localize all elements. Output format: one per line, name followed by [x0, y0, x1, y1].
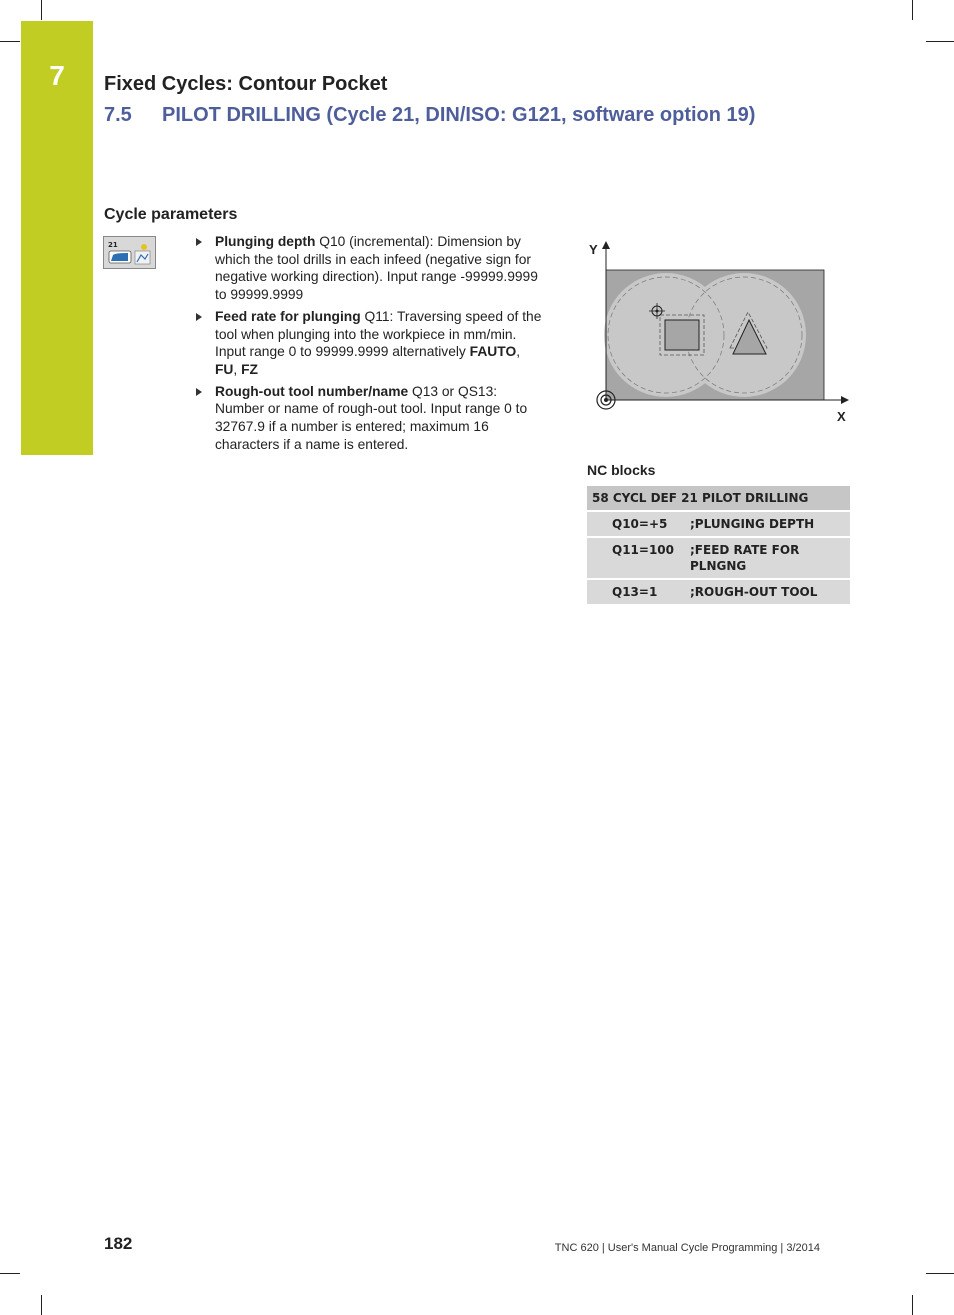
table-row: [587, 486, 850, 511]
crop-mark: [0, 1273, 20, 1274]
crop-mark: [0, 41, 20, 42]
nc-header-cell: 58 CYCL DEF 21 PILOT DRILLING: [587, 486, 850, 511]
crop-mark: [41, 1295, 42, 1315]
section-number: 7.5: [104, 104, 132, 126]
parameter-name: Plunging depth: [215, 234, 316, 249]
section-title: PILOT DRILLING (Cycle 21, DIN/ISO: G121, software option 19): [162, 104, 756, 126]
parameter-list: [194, 233, 544, 457]
list-item: [194, 383, 544, 454]
nc-blocks-table: [587, 486, 850, 606]
table-row: [587, 511, 850, 537]
nc-comment-cell: ;FEED RATE FOR PLNGNG: [686, 537, 850, 579]
pilot-drilling-figure: [586, 236, 856, 426]
table-row: [587, 579, 850, 605]
x-axis-label: X: [837, 409, 846, 424]
parameter-description: Q10 (incremental): Dimension by which the tool drills in each infeed (negative sign for negative working direction). Input range -99999.9999 to 99999.9999: [215, 234, 538, 303]
bullet-arrow-icon: [196, 313, 202, 321]
parameter-name: Rough-out tool number/name: [215, 383, 409, 399]
crop-mark: [41, 0, 42, 20]
crop-mark: [926, 1273, 954, 1274]
nc-param-cell: Q13=1: [587, 579, 686, 605]
page-number: 182: [104, 1234, 133, 1253]
nc-blocks-heading: NC blocks: [587, 462, 656, 478]
list-item: [194, 308, 544, 379]
nc-comment-cell: ;ROUGH-OUT TOOL: [686, 579, 850, 605]
chapter-number: 7: [49, 60, 65, 91]
parameter-description: Q11: Traversing speed of the tool when plunging into the workpiece in mm/min. Input range 0 to 99999.9999 alternatively: [215, 308, 542, 360]
parameter-name: Feed rate for plunging: [215, 308, 361, 324]
bullet-arrow-icon: [196, 238, 202, 246]
crop-mark: [912, 1295, 913, 1315]
cycle-parameters-heading: Cycle parameters: [104, 206, 238, 223]
option-fu: FU: [215, 361, 234, 377]
nc-param-cell: Q11=100: [587, 537, 686, 579]
bullet-arrow-icon: [196, 388, 202, 396]
option-fz: FZ: [241, 361, 258, 377]
footer-text: TNC 620 | User's Manual Cycle Programming | 3/2014: [554, 1242, 820, 1254]
separator: ,: [233, 361, 242, 377]
nc-comment-cell: ;PLUNGING DEPTH: [686, 511, 850, 537]
crop-mark: [912, 0, 913, 20]
parameter-description: Q13 or QS13: Number or name of rough-out tool. Input range 0 to 32767.9 if a number is entered; maximum 16 characters if a name is entered.: [215, 383, 528, 452]
softkey-label: 21: [108, 241, 118, 249]
list-item: [194, 233, 544, 304]
option-fauto: FAUTO: [469, 344, 517, 360]
y-axis-label: Y: [589, 242, 598, 257]
chapter-title: Fixed Cycles: Contour Pocket: [104, 73, 388, 95]
table-row: [587, 537, 850, 579]
separator: ,: [516, 344, 521, 360]
nc-param-cell: Q10=+5: [587, 511, 686, 537]
cycle-21-softkey-icon: [103, 236, 156, 269]
crop-mark: [926, 41, 954, 42]
